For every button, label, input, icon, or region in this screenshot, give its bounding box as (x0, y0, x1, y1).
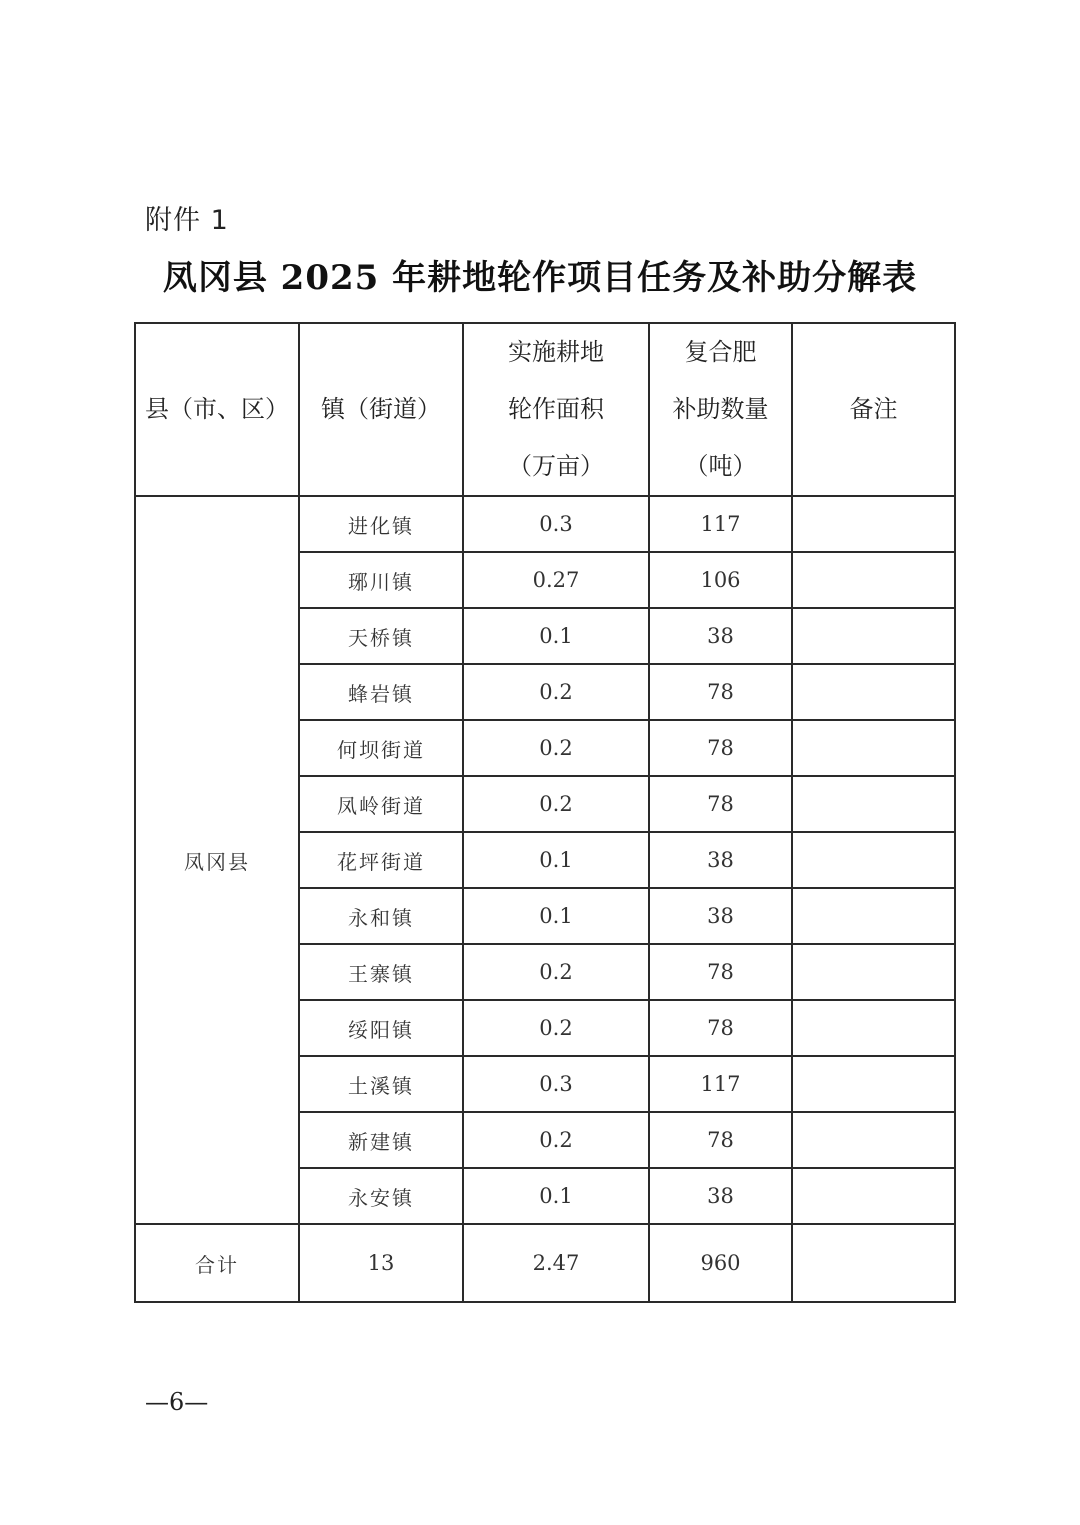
area-cell: 0.27 (463, 552, 649, 608)
town-cell: 永安镇 (299, 1168, 463, 1224)
header-town: 镇（街道） (299, 323, 463, 496)
total-fertilizer: 960 (649, 1224, 792, 1302)
remark-cell (792, 888, 955, 944)
area-cell: 0.1 (463, 888, 649, 944)
remark-cell (792, 1112, 955, 1168)
remark-cell (792, 496, 955, 552)
fertilizer-cell: 106 (649, 552, 792, 608)
allocation-table (134, 322, 956, 1303)
header-fertilizer-line: 复合肥 (684, 338, 757, 366)
header-area-line: 实施耕地 (508, 338, 604, 366)
remark-cell (792, 776, 955, 832)
area-cell: 0.1 (463, 832, 649, 888)
header-fertilizer-line: 补助数量 (672, 395, 769, 423)
header-area-line: 轮作面积 (508, 395, 604, 423)
area-cell: 0.2 (463, 664, 649, 720)
area-cell: 0.2 (463, 1000, 649, 1056)
town-cell: 琊川镇 (299, 552, 463, 608)
fertilizer-cell: 38 (649, 832, 792, 888)
header-remark: 备注 (792, 323, 955, 496)
town-cell: 土溪镇 (299, 1056, 463, 1112)
fertilizer-cell: 78 (649, 1112, 792, 1168)
remark-cell (792, 664, 955, 720)
town-cell: 蜂岩镇 (299, 664, 463, 720)
fertilizer-cell: 78 (649, 720, 792, 776)
remark-cell (792, 720, 955, 776)
fertilizer-cell: 117 (649, 1056, 792, 1112)
town-cell: 进化镇 (299, 496, 463, 552)
area-cell: 0.3 (463, 1056, 649, 1112)
fertilizer-cell: 117 (649, 496, 792, 552)
remark-cell (792, 608, 955, 664)
attachment-label: 附件 1 (145, 205, 229, 236)
header-county: 县（市、区） (135, 323, 299, 496)
town-cell: 何坝街道 (299, 720, 463, 776)
area-cell: 0.2 (463, 1112, 649, 1168)
fertilizer-cell: 78 (649, 1000, 792, 1056)
town-cell: 天桥镇 (299, 608, 463, 664)
total-town-count: 13 (299, 1224, 463, 1302)
remark-cell (792, 1168, 955, 1224)
table-header-row (135, 323, 955, 496)
total-area: 2.47 (463, 1224, 649, 1302)
total-row (135, 1224, 955, 1302)
town-cell: 永和镇 (299, 888, 463, 944)
area-cell: 0.2 (463, 944, 649, 1000)
fertilizer-cell: 38 (649, 888, 792, 944)
remark-cell (792, 1000, 955, 1056)
town-cell: 花坪街道 (299, 832, 463, 888)
area-cell: 0.2 (463, 776, 649, 832)
area-cell: 0.1 (463, 1168, 649, 1224)
area-cell: 0.1 (463, 608, 649, 664)
header-area-line: （万亩） (508, 452, 604, 480)
remark-cell (792, 944, 955, 1000)
header-fertilizer (649, 323, 792, 496)
town-cell: 王寨镇 (299, 944, 463, 1000)
header-fertilizer-line: （吨） (684, 452, 757, 480)
total-label: 合计 (135, 1224, 299, 1302)
fertilizer-cell: 78 (649, 944, 792, 1000)
document-title: 凤冈县 2025 年耕地轮作项目任务及补助分解表 (162, 258, 918, 298)
page-number: —6— (145, 1388, 209, 1416)
remark-cell (792, 1056, 955, 1112)
area-cell: 0.3 (463, 496, 649, 552)
header-area (463, 323, 649, 496)
table-row (135, 496, 955, 552)
fertilizer-cell: 38 (649, 608, 792, 664)
town-cell: 新建镇 (299, 1112, 463, 1168)
fertilizer-cell: 38 (649, 1168, 792, 1224)
county-cell: 凤冈县 (135, 496, 299, 1224)
total-remark (792, 1224, 955, 1302)
town-cell: 凤岭街道 (299, 776, 463, 832)
town-cell: 绥阳镇 (299, 1000, 463, 1056)
area-cell: 0.2 (463, 720, 649, 776)
fertilizer-cell: 78 (649, 776, 792, 832)
remark-cell (792, 552, 955, 608)
remark-cell (792, 832, 955, 888)
fertilizer-cell: 78 (649, 664, 792, 720)
